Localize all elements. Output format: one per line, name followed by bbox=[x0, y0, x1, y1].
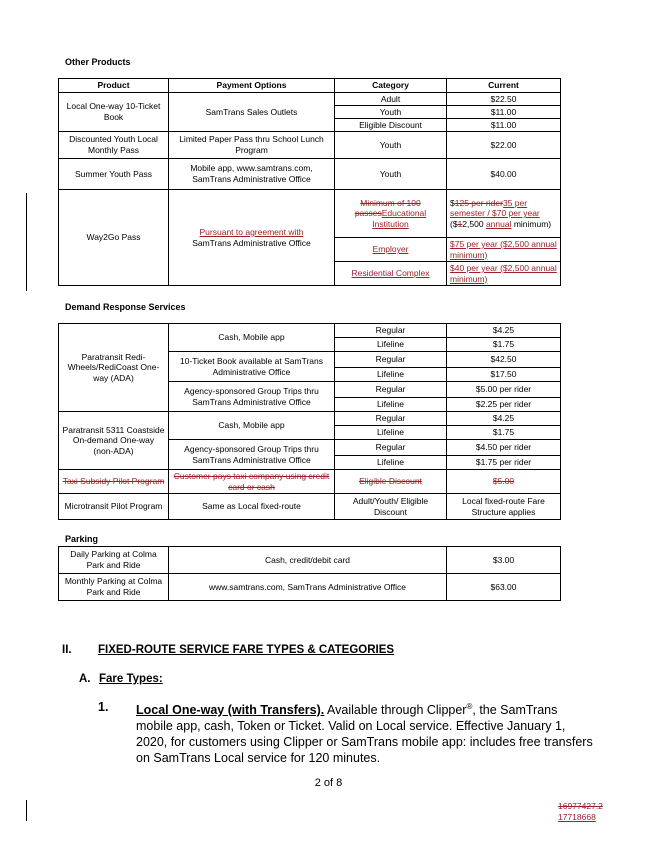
payment-cell: SamTrans Sales Outlets bbox=[169, 93, 335, 132]
page-number: 2 of 8 bbox=[314, 777, 343, 789]
price-cell bbox=[447, 262, 561, 286]
item-text: Available through Clipper bbox=[324, 703, 467, 718]
price-cell: $22.00 bbox=[447, 132, 561, 159]
price-cell: $3.00 bbox=[447, 547, 561, 574]
inserted-text: $40 per year ($2,500 annual minimum) bbox=[450, 262, 557, 284]
price-cell: $11.00 bbox=[447, 106, 561, 119]
product-cell: Daily Parking at Colma Park and Ride bbox=[59, 547, 169, 574]
payment-cell bbox=[169, 190, 335, 286]
section-title: FIXED-ROUTE SERVICE FARE TYPES & CATEGORIES bbox=[98, 644, 395, 656]
product-cell: Paratransit Redi-Wheels/RediCoast One-way (ADA) bbox=[59, 324, 169, 412]
category-cell: Lifeline bbox=[335, 368, 447, 382]
price-cell: $1.75 bbox=[447, 338, 561, 352]
category-cell: Regular bbox=[335, 412, 447, 426]
item-text: on SamTrans Local service for 120 minutes. bbox=[136, 751, 381, 766]
payment-cell: 10-Ticket Book available at SamTrans Administrative Office bbox=[169, 352, 335, 382]
category-cell: Lifeline bbox=[335, 398, 447, 412]
demand-response-table bbox=[58, 323, 561, 520]
price-cell: $22.50 bbox=[447, 93, 561, 106]
category-cell: Eligible Discount bbox=[335, 470, 447, 494]
revision-bar bbox=[26, 800, 27, 821]
payment-cell: Agency-sponsored Group Trips thru SamTrans Administrative Office bbox=[169, 440, 335, 470]
category-cell: Lifeline bbox=[335, 456, 447, 470]
deleted-text: Minimum of 100 passes bbox=[354, 197, 421, 219]
product-cell: Paratransit 5311 Coastside On-demand One-way (non-ADA) bbox=[59, 412, 169, 470]
payment-cell: Same as Local fixed-route bbox=[169, 494, 335, 520]
price-text: 2,500 bbox=[462, 218, 486, 229]
doc-id-deleted: 16977427.2 bbox=[558, 801, 603, 811]
inserted-text: Educational Institution bbox=[372, 208, 427, 229]
price-cell: $63.00 bbox=[447, 574, 561, 601]
payment-cell: www.samtrans.com, SamTrans Administrative Office bbox=[169, 574, 447, 601]
category-cell: Regular bbox=[335, 440, 447, 456]
price-cell: $1.75 bbox=[447, 426, 561, 440]
payment-cell: Cash, Mobile app bbox=[169, 412, 335, 440]
product-cell: Way2Go Pass bbox=[59, 190, 169, 286]
inserted-text: Residential Complex bbox=[351, 268, 430, 279]
other-products-table bbox=[58, 78, 561, 286]
price-cell: $4.25 bbox=[447, 412, 561, 426]
product-cell: Taxi Subsidy Pilot Program bbox=[59, 470, 169, 494]
subsection-letter: A. bbox=[79, 673, 91, 685]
doc-id-inserted: 17718668 bbox=[558, 812, 596, 822]
category-cell: Youth bbox=[335, 106, 447, 119]
product-cell: Microtransit Pilot Program bbox=[59, 494, 169, 520]
inserted-text: 35 per semester / $70 per year bbox=[450, 197, 540, 219]
other-products-heading: Other Products bbox=[65, 57, 131, 67]
price-cell bbox=[447, 238, 561, 262]
category-cell: Lifeline bbox=[335, 338, 447, 352]
revision-bar bbox=[26, 193, 27, 291]
category-cell: Regular bbox=[335, 324, 447, 338]
price-cell: Local fixed-route Fare Structure applies bbox=[447, 494, 561, 520]
payment-text: SamTrans Administrative Office bbox=[192, 237, 311, 248]
col-header-product: Product bbox=[59, 79, 169, 93]
price-cell bbox=[447, 190, 561, 238]
category-cell bbox=[335, 238, 447, 262]
category-cell bbox=[335, 262, 447, 286]
payment-cell: Customer pays taxi company using credit card or cash bbox=[169, 470, 335, 494]
price-cell: $11.00 bbox=[447, 119, 561, 132]
category-cell bbox=[335, 190, 447, 238]
price-cell: $40.00 bbox=[447, 159, 561, 190]
section-number: II. bbox=[62, 644, 72, 656]
demand-response-heading: Demand Response Services bbox=[65, 302, 186, 312]
category-cell: Regular bbox=[335, 352, 447, 368]
price-cell: $5.00 per rider bbox=[447, 382, 561, 398]
category-cell: Adult/Youth/ Eligible Discount bbox=[335, 494, 447, 520]
payment-cell: Limited Paper Pass thru School Lunch Program bbox=[169, 132, 335, 159]
product-cell: Summer Youth Pass bbox=[59, 159, 169, 190]
product-cell: Discounted Youth Local Monthly Pass bbox=[59, 132, 169, 159]
inserted-text: annual bbox=[485, 218, 512, 229]
price-cell: $4.50 per rider bbox=[447, 440, 561, 456]
category-cell: Regular bbox=[335, 382, 447, 398]
col-header-payment: Payment Options bbox=[169, 79, 335, 93]
item-paragraph bbox=[136, 699, 606, 766]
price-text: ($ bbox=[450, 218, 458, 229]
category-cell: Lifeline bbox=[335, 426, 447, 440]
inserted-text: $75 per year ($2,500 annual minimum) bbox=[450, 238, 557, 260]
item-text: mobile app, cash, Token or Ticket. Valid on Local service. Effective January 1, bbox=[136, 719, 566, 734]
product-cell: Monthly Parking at Colma Park and Ride bbox=[59, 574, 169, 601]
parking-table bbox=[58, 546, 561, 601]
col-header-current: Current bbox=[447, 79, 561, 93]
product-cell: Local One-way 10-Ticket Book bbox=[59, 93, 169, 132]
price-cell: $42.50 bbox=[447, 352, 561, 368]
price-cell: $4.25 bbox=[447, 324, 561, 338]
deleted-text: 125 per rider bbox=[454, 197, 503, 208]
category-cell: Adult bbox=[335, 93, 447, 106]
payment-cell: Agency-sponsored Group Trips thru SamTrans Administrative Office bbox=[169, 382, 335, 412]
subsection-title: Fare Types: bbox=[99, 673, 163, 685]
inserted-text: Pursuant to agreement with bbox=[199, 226, 304, 237]
price-cell: $17.50 bbox=[447, 368, 561, 382]
category-cell: Youth bbox=[335, 159, 447, 190]
col-header-category: Category bbox=[335, 79, 447, 93]
deleted-text: 1 bbox=[457, 218, 463, 229]
price-cell: $5.00 bbox=[447, 470, 561, 494]
price-text: $ bbox=[450, 197, 455, 208]
price-cell: $2.25 per rider bbox=[447, 398, 561, 412]
parking-heading: Parking bbox=[65, 534, 99, 544]
item-title: Local One-way (with Transfers). bbox=[136, 703, 325, 718]
price-cell: $1.75 per rider bbox=[447, 456, 561, 470]
payment-cell: Cash, Mobile app bbox=[169, 324, 335, 352]
item-number: 1. bbox=[98, 700, 109, 714]
payment-cell: Cash, credit/debit card bbox=[169, 547, 447, 574]
registered-mark: ® bbox=[466, 702, 473, 711]
category-cell: Youth bbox=[335, 132, 447, 159]
item-text: 2020, for customers using Clipper or SamTrans mobile app: includes free transfers bbox=[136, 735, 593, 750]
category-cell: Eligible Discount bbox=[335, 119, 447, 132]
payment-cell: Mobile app, www.samtrans.com, SamTrans Administrative Office bbox=[169, 159, 335, 190]
price-text: minimum) bbox=[511, 218, 552, 229]
inserted-text: Employer bbox=[372, 244, 409, 255]
item-text: , the SamTrans bbox=[472, 703, 558, 718]
